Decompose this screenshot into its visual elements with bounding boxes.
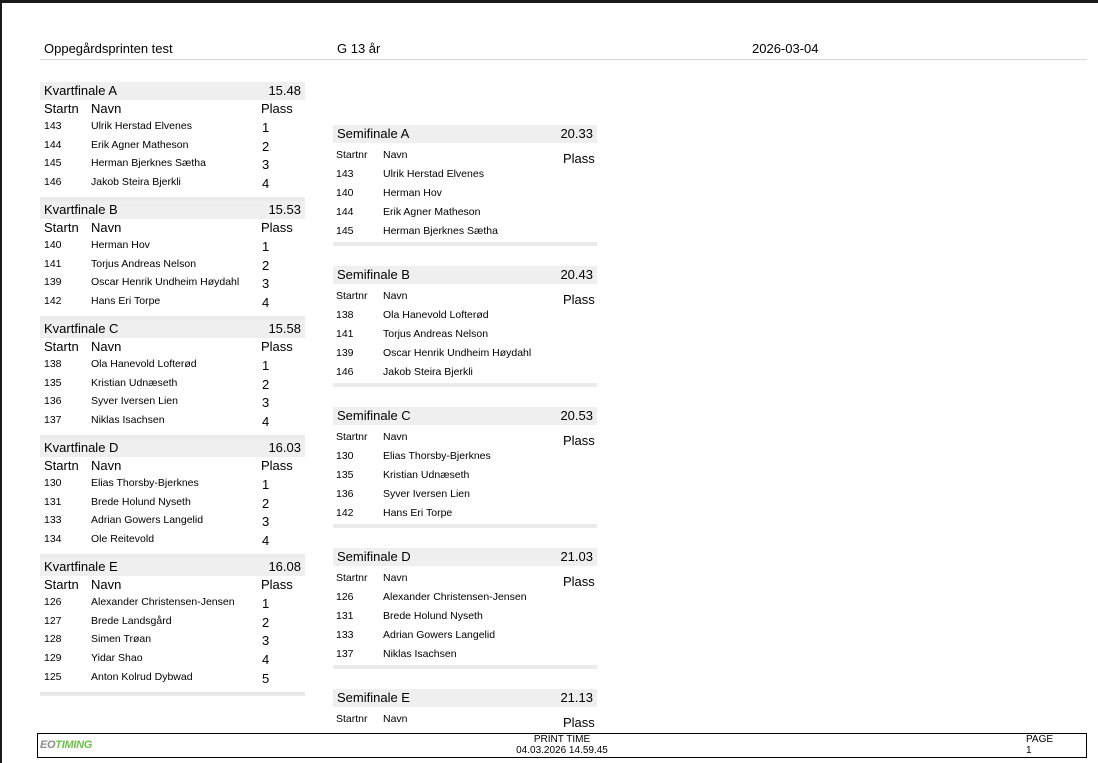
startnr-cell: 145 bbox=[336, 225, 354, 237]
startnr-cell: 143 bbox=[44, 120, 62, 132]
heat-time: 20.53 bbox=[560, 408, 593, 423]
table-row bbox=[40, 412, 305, 431]
heat-separator bbox=[333, 383, 597, 387]
name-cell: Hans Eri Torpe bbox=[91, 295, 161, 308]
table-row bbox=[40, 174, 305, 193]
heat-time: 15.58 bbox=[268, 321, 301, 336]
heat-block bbox=[40, 201, 305, 320]
navn-header: Navn bbox=[91, 339, 122, 354]
startnr-cell: 145 bbox=[44, 157, 62, 170]
name-cell: Anton Kolrud Dybwad bbox=[91, 670, 193, 683]
startnr-cell: 130 bbox=[44, 477, 62, 489]
startnr-header: Startn bbox=[44, 220, 79, 235]
plass-header: Plass bbox=[261, 339, 293, 354]
table-row bbox=[40, 631, 305, 650]
event-date: 2026-03-04 bbox=[752, 41, 819, 56]
page-footer bbox=[37, 733, 1087, 758]
startnr-cell: 136 bbox=[44, 395, 62, 408]
startnr-cell: 128 bbox=[44, 633, 62, 646]
heat-time: 21.03 bbox=[560, 549, 593, 564]
heat-separator bbox=[333, 665, 597, 669]
heat-header bbox=[333, 689, 597, 707]
startnr-cell: 126 bbox=[336, 591, 354, 603]
table-row bbox=[40, 237, 305, 256]
navn-header: Navn bbox=[91, 577, 122, 592]
startnr-cell: 134 bbox=[44, 533, 62, 546]
table-row bbox=[333, 165, 597, 184]
page-number: 1 bbox=[1026, 745, 1032, 756]
heat-name: Semifinale D bbox=[337, 549, 411, 564]
event-title: Oppegårdsprinten test bbox=[44, 41, 173, 56]
plass-header: Plass bbox=[563, 292, 595, 307]
name-cell: Ola Hanevold Lofterød bbox=[91, 358, 197, 370]
table-row bbox=[40, 118, 305, 137]
heat-name: Semifinale E bbox=[337, 690, 410, 705]
heat-time: 20.33 bbox=[560, 126, 593, 141]
header-divider bbox=[40, 59, 1087, 60]
heat-block bbox=[333, 266, 597, 407]
column-headers bbox=[40, 219, 305, 237]
section-divider bbox=[40, 693, 305, 694]
name-cell: Jakob Steira Bjerkli bbox=[91, 176, 181, 189]
startnr-header: Startnr bbox=[336, 431, 368, 443]
navn-header: Navn bbox=[91, 458, 122, 473]
navn-header: Navn bbox=[91, 101, 122, 116]
name-cell: Alexander Christensen-Jensen bbox=[91, 596, 235, 608]
startnr-cell: 133 bbox=[44, 514, 62, 527]
plass-cell: 2 bbox=[262, 376, 270, 392]
name-cell: Kristian Udnæseth bbox=[383, 469, 470, 481]
plass-cell: 4 bbox=[262, 533, 270, 549]
heat-block bbox=[40, 439, 305, 558]
startnr-header: Startn bbox=[44, 458, 79, 473]
heat-header bbox=[40, 201, 305, 219]
plass-cell: 1 bbox=[262, 596, 270, 611]
heat-name: Kvartfinale E bbox=[44, 559, 118, 574]
startnr-cell: 144 bbox=[44, 138, 62, 151]
startnr-cell: 143 bbox=[336, 168, 354, 180]
table-row bbox=[40, 669, 305, 688]
heat-header bbox=[333, 125, 597, 143]
startnr-cell: 137 bbox=[336, 648, 354, 660]
plass-header: Plass bbox=[261, 577, 293, 592]
plass-cell: 2 bbox=[262, 614, 270, 630]
plass-header: Plass bbox=[563, 151, 595, 166]
heat-block bbox=[333, 407, 597, 548]
heat-header bbox=[40, 558, 305, 576]
heat-block bbox=[40, 558, 305, 696]
heat-header bbox=[40, 439, 305, 457]
startnr-cell: 131 bbox=[44, 495, 62, 508]
heat-time: 16.03 bbox=[268, 440, 301, 455]
table-row bbox=[40, 293, 305, 312]
plass-cell: 1 bbox=[262, 358, 270, 373]
table-row bbox=[333, 222, 597, 241]
print-time-value: 04.03.2026 14.59.45 bbox=[516, 745, 608, 756]
heat-header bbox=[333, 548, 597, 566]
table-row bbox=[333, 344, 597, 363]
name-cell: Kristian Udnæseth bbox=[91, 376, 178, 389]
name-cell: Ulrik Herstad Elvenes bbox=[383, 168, 484, 180]
name-cell: Syver Iversen Lien bbox=[383, 488, 470, 500]
table-row bbox=[40, 613, 305, 632]
table-row bbox=[333, 325, 597, 344]
name-cell: Erik Agner Matheson bbox=[91, 138, 189, 151]
plass-cell: 2 bbox=[262, 257, 270, 273]
startnr-cell: 141 bbox=[44, 257, 62, 270]
startnr-cell: 139 bbox=[336, 347, 354, 359]
heat-name: Semifinale C bbox=[337, 408, 411, 423]
plass-header: Plass bbox=[563, 715, 595, 730]
plass-header: Plass bbox=[261, 101, 293, 116]
heat-time: 20.43 bbox=[560, 267, 593, 282]
name-cell: Syver Iversen Lien bbox=[91, 395, 178, 408]
heat-name: Semifinale A bbox=[337, 126, 410, 141]
startnr-cell: 140 bbox=[44, 239, 62, 251]
heat-time: 16.08 bbox=[268, 559, 301, 574]
kvartfinale-column bbox=[40, 82, 305, 696]
name-cell: Brede Landsgård bbox=[91, 614, 172, 627]
name-cell: Brede Holund Nyseth bbox=[383, 610, 483, 622]
navn-header: Navn bbox=[383, 431, 408, 443]
startnr-cell: 130 bbox=[336, 450, 354, 462]
name-cell: Oscar Henrik Undheim Høydahl bbox=[91, 276, 240, 289]
plass-cell: 1 bbox=[262, 120, 270, 135]
plass-cell: 3 bbox=[262, 395, 270, 411]
name-cell: Alexander Christensen-Jensen bbox=[383, 591, 527, 603]
name-cell: Torjus Andreas Nelson bbox=[383, 328, 489, 340]
column-headers bbox=[333, 287, 597, 306]
heat-block bbox=[333, 548, 597, 689]
heat-time: 21.13 bbox=[560, 690, 593, 705]
navn-header: Navn bbox=[383, 290, 408, 302]
startnr-cell: 142 bbox=[44, 295, 62, 308]
name-cell: Herman Bjerknes Sætha bbox=[91, 157, 206, 170]
startnr-cell: 146 bbox=[336, 366, 354, 378]
table-row bbox=[40, 512, 305, 531]
table-row bbox=[40, 494, 305, 513]
plass-cell: 3 bbox=[262, 276, 270, 292]
plass-cell: 4 bbox=[262, 295, 270, 311]
name-cell: Yidar Shao bbox=[91, 652, 143, 665]
plass-cell: 5 bbox=[262, 670, 270, 686]
eotiming-logo: EOTIMING bbox=[40, 739, 92, 751]
name-cell: Herman Hov bbox=[383, 187, 442, 199]
table-row bbox=[333, 485, 597, 504]
navn-header: Navn bbox=[383, 572, 408, 584]
name-cell: Jakob Steira Bjerkli bbox=[383, 366, 473, 378]
plass-cell: 3 bbox=[262, 514, 270, 530]
startnr-header: Startn bbox=[44, 577, 79, 592]
window-top-border bbox=[0, 0, 1098, 3]
name-cell: Elias Thorsby-Bjerknes bbox=[91, 477, 199, 489]
table-row bbox=[333, 447, 597, 466]
startnr-cell: 139 bbox=[44, 276, 62, 289]
table-row bbox=[333, 466, 597, 485]
name-cell: Adrian Gowers Langelid bbox=[383, 629, 496, 641]
navn-header: Navn bbox=[383, 149, 408, 161]
plass-cell: 3 bbox=[262, 157, 270, 173]
heat-separator bbox=[333, 242, 597, 246]
plass-header: Plass bbox=[563, 433, 595, 448]
table-row bbox=[40, 650, 305, 669]
startnr-cell: 142 bbox=[336, 507, 354, 519]
column-headers bbox=[333, 710, 597, 729]
column-headers bbox=[333, 569, 597, 588]
heat-block bbox=[40, 82, 305, 201]
heat-name: Kvartfinale C bbox=[44, 321, 119, 336]
heat-block bbox=[333, 125, 597, 266]
name-cell: Erik Agner Matheson bbox=[383, 206, 481, 218]
column-headers bbox=[40, 338, 305, 356]
startnr-cell: 144 bbox=[336, 206, 354, 218]
plass-cell: 2 bbox=[262, 138, 270, 154]
startnr-cell: 126 bbox=[44, 596, 62, 608]
table-row bbox=[333, 607, 597, 626]
table-row bbox=[40, 594, 305, 613]
startnr-header: Startn bbox=[44, 101, 79, 116]
table-row bbox=[40, 475, 305, 494]
startnr-cell: 135 bbox=[44, 376, 62, 389]
print-time-label: PRINT TIME bbox=[533, 734, 591, 745]
table-row bbox=[333, 203, 597, 222]
heat-name: Kvartfinale D bbox=[44, 440, 119, 455]
name-cell: Herman Hov bbox=[91, 239, 150, 251]
startnr-cell: 131 bbox=[336, 610, 354, 622]
table-row bbox=[40, 356, 305, 375]
plass-cell: 1 bbox=[262, 239, 270, 254]
column-headers bbox=[40, 457, 305, 475]
table-row bbox=[333, 645, 597, 664]
table-row bbox=[40, 137, 305, 156]
table-row bbox=[333, 504, 597, 523]
startnr-cell: 125 bbox=[44, 670, 62, 683]
name-cell: Hans Eri Torpe bbox=[383, 507, 453, 519]
startnr-cell: 127 bbox=[44, 614, 62, 627]
startnr-cell: 140 bbox=[336, 187, 354, 199]
navn-header: Navn bbox=[91, 220, 122, 235]
name-cell: Brede Holund Nyseth bbox=[91, 495, 191, 508]
table-row bbox=[333, 184, 597, 203]
name-cell: Niklas Isachsen bbox=[91, 414, 165, 427]
startnr-cell: 138 bbox=[44, 358, 62, 370]
page-label: PAGE bbox=[1026, 734, 1054, 745]
heat-header bbox=[40, 320, 305, 338]
name-cell: Ulrik Herstad Elvenes bbox=[91, 120, 192, 132]
table-row bbox=[333, 306, 597, 325]
name-cell: Herman Bjerknes Sætha bbox=[383, 225, 498, 237]
column-headers bbox=[40, 576, 305, 594]
heat-time: 15.48 bbox=[268, 83, 301, 98]
startnr-cell: 136 bbox=[336, 488, 354, 500]
heat-separator bbox=[333, 524, 597, 528]
column-headers bbox=[333, 146, 597, 165]
plass-header: Plass bbox=[261, 458, 293, 473]
heat-header bbox=[40, 82, 305, 100]
startnr-header: Startnr bbox=[336, 290, 368, 302]
table-row bbox=[40, 531, 305, 550]
table-row bbox=[333, 363, 597, 382]
plass-header: Plass bbox=[261, 220, 293, 235]
plass-cell: 3 bbox=[262, 633, 270, 649]
name-cell: Ole Reitevold bbox=[91, 533, 155, 546]
semifinale-column bbox=[333, 125, 597, 763]
plass-cell: 4 bbox=[262, 176, 270, 192]
startnr-header: Startnr bbox=[336, 713, 368, 725]
heat-block bbox=[40, 320, 305, 439]
startnr-cell: 135 bbox=[336, 469, 354, 481]
startnr-cell: 138 bbox=[336, 309, 354, 321]
navn-header: Navn bbox=[383, 713, 408, 725]
heat-name: Kvartfinale B bbox=[44, 202, 118, 217]
startnr-cell: 129 bbox=[44, 652, 62, 665]
startnr-header: Startnr bbox=[336, 149, 368, 161]
startnr-header: Startnr bbox=[336, 572, 368, 584]
table-row bbox=[40, 393, 305, 412]
name-cell: Ola Hanevold Lofterød bbox=[383, 309, 489, 321]
plass-cell: 4 bbox=[262, 414, 270, 430]
table-row bbox=[333, 626, 597, 645]
startnr-cell: 133 bbox=[336, 629, 354, 641]
name-cell: Elias Thorsby-Bjerknes bbox=[383, 450, 491, 462]
heat-header bbox=[333, 266, 597, 284]
name-cell: Adrian Gowers Langelid bbox=[91, 514, 204, 527]
column-headers bbox=[40, 100, 305, 118]
window-left-border bbox=[0, 0, 2, 763]
startnr-cell: 146 bbox=[44, 176, 62, 189]
table-row bbox=[40, 274, 305, 293]
table-row bbox=[40, 155, 305, 174]
heat-name: Kvartfinale A bbox=[44, 83, 117, 98]
heat-time: 15.53 bbox=[268, 202, 301, 217]
class-name: G 13 år bbox=[337, 41, 381, 56]
name-cell: Simen Trøan bbox=[91, 633, 152, 646]
startnr-cell: 137 bbox=[44, 414, 62, 427]
plass-cell: 1 bbox=[262, 477, 270, 492]
column-headers bbox=[333, 428, 597, 447]
plass-header: Plass bbox=[563, 574, 595, 589]
table-row bbox=[40, 375, 305, 394]
plass-cell: 2 bbox=[262, 495, 270, 511]
name-cell: Oscar Henrik Undheim Høydahl bbox=[383, 347, 532, 359]
heat-header bbox=[333, 407, 597, 425]
plass-cell: 4 bbox=[262, 652, 270, 668]
table-row bbox=[333, 588, 597, 607]
table-row bbox=[40, 256, 305, 275]
heat-name: Semifinale B bbox=[337, 267, 410, 282]
name-cell: Torjus Andreas Nelson bbox=[91, 257, 197, 270]
startnr-header: Startn bbox=[44, 339, 79, 354]
name-cell: Niklas Isachsen bbox=[383, 648, 457, 660]
startnr-cell: 141 bbox=[336, 328, 354, 340]
